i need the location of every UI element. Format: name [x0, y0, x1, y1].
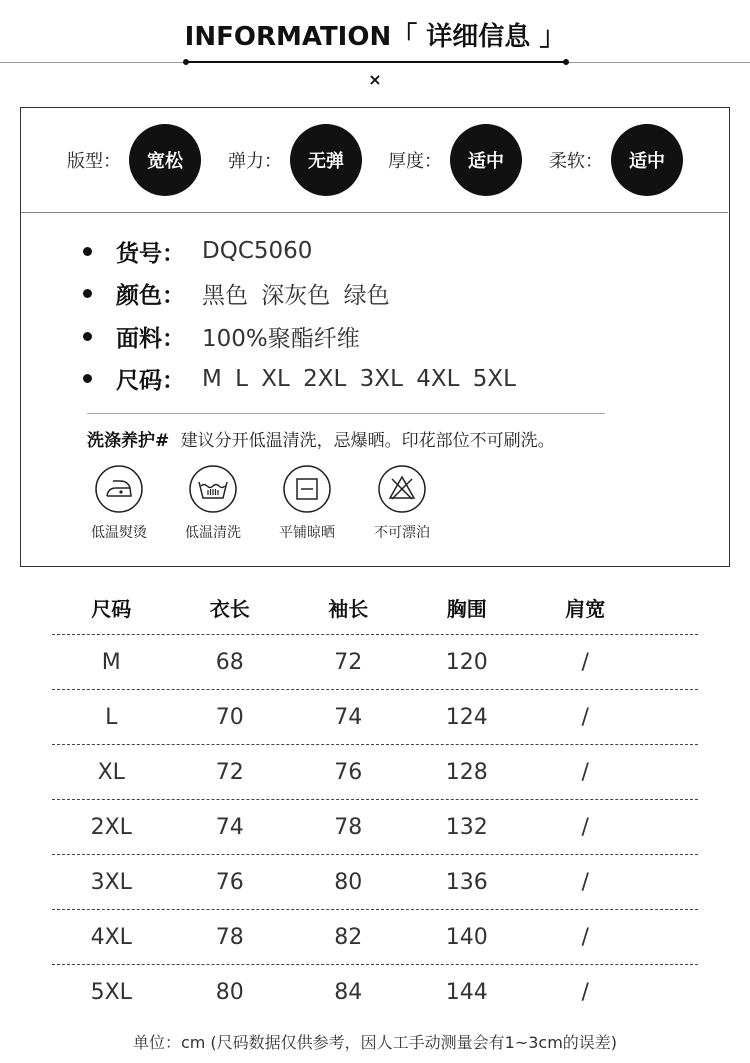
detail-value: M L XL 2XL 3XL 4XL 5XL	[202, 365, 516, 392]
table-cell: /	[581, 814, 589, 840]
bullet-icon	[83, 247, 92, 256]
care-text: 建议分开低温清洗，忌爆晒。印花部位不可刷洗。	[180, 431, 555, 451]
table-cell: 3XL	[90, 869, 132, 895]
detail-key: 颜色：	[116, 283, 185, 310]
detail-key: 尺码：	[116, 368, 185, 395]
size-table-note: 单位：cm (尺码数据仅供参考，因人工手动测量会有1~3cm的误差)	[132, 1033, 618, 1052]
info-frame	[20, 107, 730, 567]
care-icon-label: 低温熨烫	[91, 525, 147, 541]
detail-item-color	[83, 273, 516, 316]
detail-value: 100%聚酯纤维	[202, 325, 360, 352]
underline-dot-right	[563, 59, 569, 65]
table-header-row	[52, 580, 698, 635]
table-cell: 80	[215, 980, 244, 1005]
attribute-value-badge: 宽松	[129, 124, 201, 196]
table-header-cell: 肩宽	[565, 596, 606, 621]
table-cell: 140	[445, 924, 488, 950]
table-cell: 72	[334, 649, 363, 675]
table-row	[52, 965, 698, 1020]
table-cell: /	[581, 869, 589, 895]
attribute-value-badge: 适中	[611, 124, 683, 196]
table-cell: 124	[445, 704, 488, 730]
table-cell: /	[581, 649, 589, 675]
table-cell: 76	[334, 759, 363, 785]
bullet-icon	[83, 332, 92, 341]
detail-item-sku	[83, 230, 516, 273]
table-cell: 128	[445, 759, 488, 785]
attribute-softness	[549, 124, 683, 196]
table-cell: M	[101, 649, 121, 675]
attribute-elasticity	[228, 124, 362, 196]
table-cell: 84	[334, 980, 363, 1005]
underline-dot-left	[183, 59, 189, 65]
care-item-dry	[262, 464, 352, 542]
flat-dry-icon	[282, 464, 332, 514]
low-temp-iron-icon	[94, 464, 144, 514]
table-cell: 144	[445, 980, 488, 1005]
table-row	[52, 910, 698, 965]
attribute-label: 柔软：	[549, 151, 603, 172]
table-cell: /	[581, 924, 589, 950]
table-cell: 76	[215, 869, 244, 895]
care-icon-label: 低温清洗	[185, 525, 241, 541]
table-cell: 5XL	[90, 980, 132, 1005]
product-details-list	[83, 230, 516, 400]
detail-key: 货号：	[116, 240, 185, 267]
table-cell: 136	[445, 869, 488, 895]
table-cell: /	[581, 759, 589, 785]
cross-mark: ×	[368, 70, 382, 89]
detail-value: 黑色 深灰色 绿色	[202, 283, 390, 310]
size-table	[52, 580, 698, 1020]
attribute-label: 版型：	[67, 151, 121, 172]
low-temp-wash-icon	[188, 464, 238, 514]
care-icon-label: 平铺晾晒	[279, 525, 335, 541]
header-underline	[186, 61, 566, 63]
table-cell: 74	[215, 814, 244, 840]
table-cell: 68	[215, 649, 244, 675]
no-bleach-icon	[377, 464, 427, 514]
table-cell: /	[581, 704, 589, 730]
table-cell: 2XL	[90, 814, 132, 840]
table-cell: 80	[334, 869, 363, 895]
detail-item-fabric	[83, 315, 516, 358]
detail-item-size	[83, 358, 516, 401]
care-label: 洗涤养护#	[87, 431, 170, 451]
table-row	[52, 800, 698, 855]
care-item-wash	[168, 464, 258, 542]
table-cell: 120	[445, 649, 488, 675]
table-row	[52, 745, 698, 800]
table-cell: 72	[215, 759, 244, 785]
table-cell: XL	[97, 759, 125, 785]
care-icon-label: 不可漂泊	[374, 525, 430, 541]
bullet-icon	[83, 289, 92, 298]
detail-key: 面料：	[116, 325, 185, 352]
table-row	[52, 635, 698, 690]
attribute-label: 弹力：	[228, 151, 282, 172]
table-cell: 78	[215, 924, 244, 950]
care-instructions	[87, 426, 555, 451]
table-cell: 74	[334, 704, 363, 730]
bullet-icon	[83, 374, 92, 383]
table-cell: 70	[215, 704, 244, 730]
table-cell: 82	[334, 924, 363, 950]
table-row	[52, 690, 698, 745]
detail-value: DQC5060	[202, 238, 313, 265]
attribute-thickness	[388, 124, 522, 196]
care-item-bleach	[357, 464, 447, 542]
table-header-cell: 袖长	[328, 596, 369, 621]
table-header-cell: 衣长	[209, 596, 250, 621]
table-cell: 4XL	[90, 924, 132, 950]
page-title: INFORMATION「 详细信息 」	[184, 22, 566, 52]
table-header-cell: 胸围	[446, 596, 487, 621]
attribute-label: 厚度：	[388, 151, 442, 172]
table-cell: 78	[334, 814, 363, 840]
table-header-cell: 尺码	[91, 596, 132, 621]
attribute-value-badge: 无弹	[290, 124, 362, 196]
attribute-fit	[67, 124, 201, 196]
care-item-iron	[74, 464, 164, 542]
table-cell: /	[581, 980, 589, 1005]
care-divider	[87, 413, 605, 414]
attribute-value-badge: 适中	[450, 124, 522, 196]
table-cell: L	[105, 704, 118, 730]
table-row	[52, 855, 698, 910]
section-divider	[21, 212, 728, 213]
table-cell: 132	[445, 814, 488, 840]
